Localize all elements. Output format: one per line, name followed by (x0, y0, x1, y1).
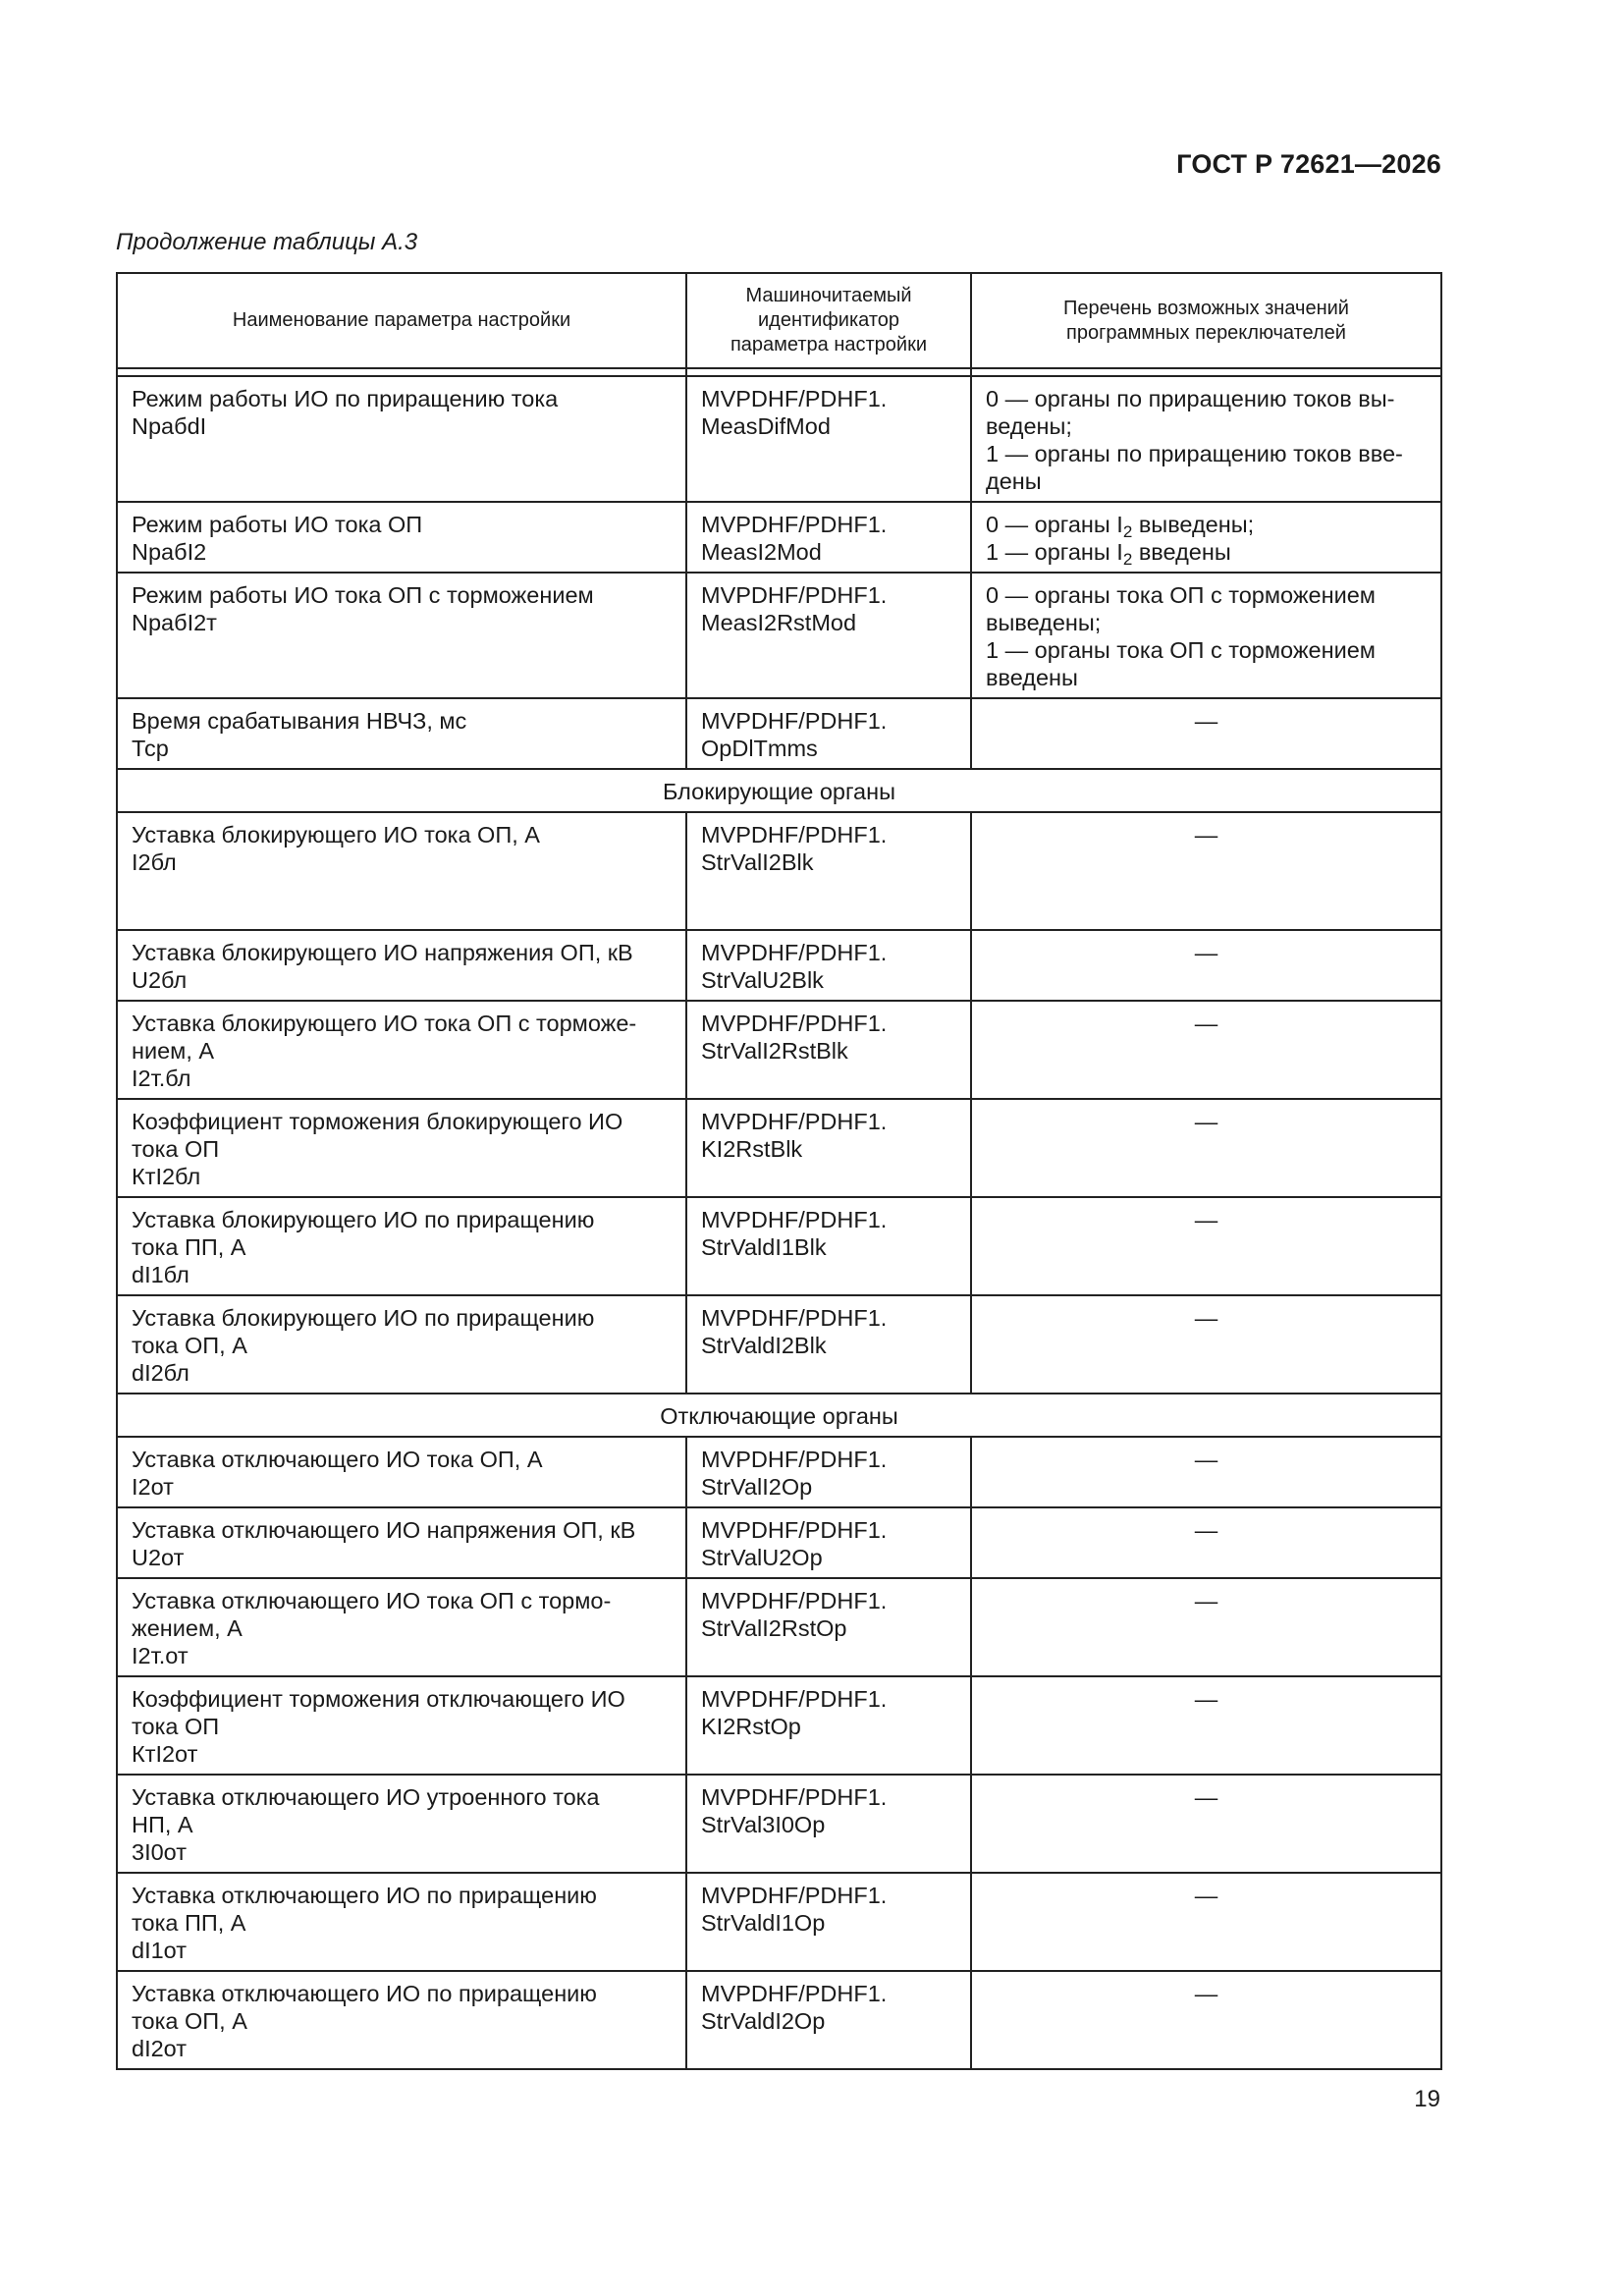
param-name-cell: Уставка блокирующего ИО тока ОП, А I2бл (117, 812, 686, 930)
param-name-cell: Режим работы ИО тока ОП с торможением NрабI2т (117, 573, 686, 698)
param-name-cell: Уставка блокирующего ИО тока ОП с торможе- нием, А I2т.бл (117, 1001, 686, 1099)
param-name-cell: Уставка блокирующего ИО напряжения ОП, кВ U2бл (117, 930, 686, 1001)
param-id-cell: MVPDHF/PDHF1. StrValI2RstOp (686, 1578, 971, 1676)
param-id-cell: MVPDHF/PDHF1. MeasI2RstMod (686, 573, 971, 698)
param-name-cell: Коэффициент торможения отключающего ИО тока ОП КтI2от (117, 1676, 686, 1775)
table-row (117, 1873, 1441, 1971)
param-id-cell: MVPDHF/PDHF1. StrValI2RstBlk (686, 1001, 971, 1099)
param-values-cell: — (971, 1197, 1441, 1295)
section-title: Отключающие органы (117, 1394, 1441, 1437)
section-row (117, 1394, 1441, 1437)
standard-designation: ГОСТ Р 72621—2026 (1176, 149, 1441, 179)
param-name-cell: Уставка отключающего ИО утроенного тока НП, А 3I0от (117, 1775, 686, 1873)
param-id-cell: MVPDHF/PDHF1. StrVal3I0Op (686, 1775, 971, 1873)
table-row (117, 1099, 1441, 1197)
param-id-cell: MVPDHF/PDHF1. MeasDifMod (686, 376, 971, 502)
table-row (117, 930, 1441, 1001)
param-values-cell: — (971, 812, 1441, 930)
param-values-cell: — (971, 1578, 1441, 1676)
param-name-cell: Коэффициент торможения блокирующего ИО тока ОП КтI2бл (117, 1099, 686, 1197)
table-row (117, 376, 1441, 502)
param-name-cell: Уставка отключающего ИО тока ОП, А I2от (117, 1437, 686, 1507)
column-header-values: Перечень возможных значений программных переключателей (971, 273, 1441, 368)
param-id-cell: MVPDHF/PDHF1. StrValU2Op (686, 1507, 971, 1578)
table-row (117, 698, 1441, 769)
param-values-cell: 0 — органы тока ОП с торможением выведены; 1 — органы тока ОП с торможением введены (971, 573, 1441, 698)
param-id-cell: MVPDHF/PDHF1. StrValdI2Op (686, 1971, 971, 2069)
param-name-cell: Уставка отключающего ИО по приращению тока ПП, А dI1от (117, 1873, 686, 1971)
table-row (117, 502, 1441, 573)
section-row (117, 769, 1441, 812)
table-row (117, 1578, 1441, 1676)
param-values-cell: — (971, 1507, 1441, 1578)
table-row (117, 812, 1441, 930)
param-id-cell: MVPDHF/PDHF1. StrValI2Blk (686, 812, 971, 930)
column-header-identifier: Машиночитаемый идентификатор параметра настройки (686, 273, 971, 368)
param-name-cell: Режим работы ИО тока ОП NрабI2 (117, 502, 686, 573)
param-values-cell: — (971, 1971, 1441, 2069)
param-values-cell: — (971, 1099, 1441, 1197)
param-values-cell: — (971, 1437, 1441, 1507)
param-values-cell: — (971, 1676, 1441, 1775)
table-row (117, 1775, 1441, 1873)
param-name-cell: Уставка отключающего ИО напряжения ОП, кВ U2от (117, 1507, 686, 1578)
param-values-cell: — (971, 930, 1441, 1001)
param-values-cell: — (971, 1873, 1441, 1971)
param-name-cell: Уставка отключающего ИО тока ОП с тормо- жением, А I2т.от (117, 1578, 686, 1676)
param-name-cell: Уставка блокирующего ИО по приращению тока ОП, А dI2бл (117, 1295, 686, 1394)
table-row (117, 1001, 1441, 1099)
param-values-cell: 0 — органы по приращению токов вы- ведены; 1 — органы по приращению токов вве- дены (971, 376, 1441, 502)
table-row (117, 1295, 1441, 1394)
param-values-cell: — (971, 698, 1441, 769)
param-id-cell: MVPDHF/PDHF1. KI2RstOp (686, 1676, 971, 1775)
param-name-cell: Уставка блокирующего ИО по приращению тока ПП, А dI1бл (117, 1197, 686, 1295)
param-id-cell: MVPDHF/PDHF1. OpDlTmms (686, 698, 971, 769)
param-name-cell: Уставка отключающего ИО по приращению тока ОП, А dI2от (117, 1971, 686, 2069)
param-values-cell: — (971, 1775, 1441, 1873)
table-caption: Продолжение таблицы А.3 (116, 229, 418, 255)
param-id-cell: MVPDHF/PDHF1. StrValdI1Op (686, 1873, 971, 1971)
header-separator (117, 368, 1441, 376)
param-id-cell: MVPDHF/PDHF1. KI2RstBlk (686, 1099, 971, 1197)
param-values-cell: — (971, 1295, 1441, 1394)
param-values-cell: — (971, 1001, 1441, 1099)
settings-table (116, 272, 1442, 2070)
param-id-cell: MVPDHF/PDHF1. StrValdI1Blk (686, 1197, 971, 1295)
param-id-cell: MVPDHF/PDHF1. StrValI2Op (686, 1437, 971, 1507)
table-row (117, 1507, 1441, 1578)
table-row (117, 1676, 1441, 1775)
param-id-cell: MVPDHF/PDHF1. StrValU2Blk (686, 930, 971, 1001)
table-row (117, 1971, 1441, 2069)
column-header-name: Наименование параметра настройки (117, 273, 686, 368)
table-row (117, 1197, 1441, 1295)
param-id-cell: MVPDHF/PDHF1. MeasI2Mod (686, 502, 971, 573)
section-title: Блокирующие органы (117, 769, 1441, 812)
table-row (117, 573, 1441, 698)
param-id-cell: MVPDHF/PDHF1. StrValdI2Blk (686, 1295, 971, 1394)
table-row (117, 1437, 1441, 1507)
param-name-cell: Режим работы ИО по приращению тока NрабdI (117, 376, 686, 502)
param-values-cell: 0 — органы $I_2$ выведены; 1 — органы $I_2$ введены (971, 502, 1441, 573)
page-number: 19 (1414, 2086, 1440, 2112)
param-name-cell: Время срабатывания НВЧЗ, мс Тср (117, 698, 686, 769)
